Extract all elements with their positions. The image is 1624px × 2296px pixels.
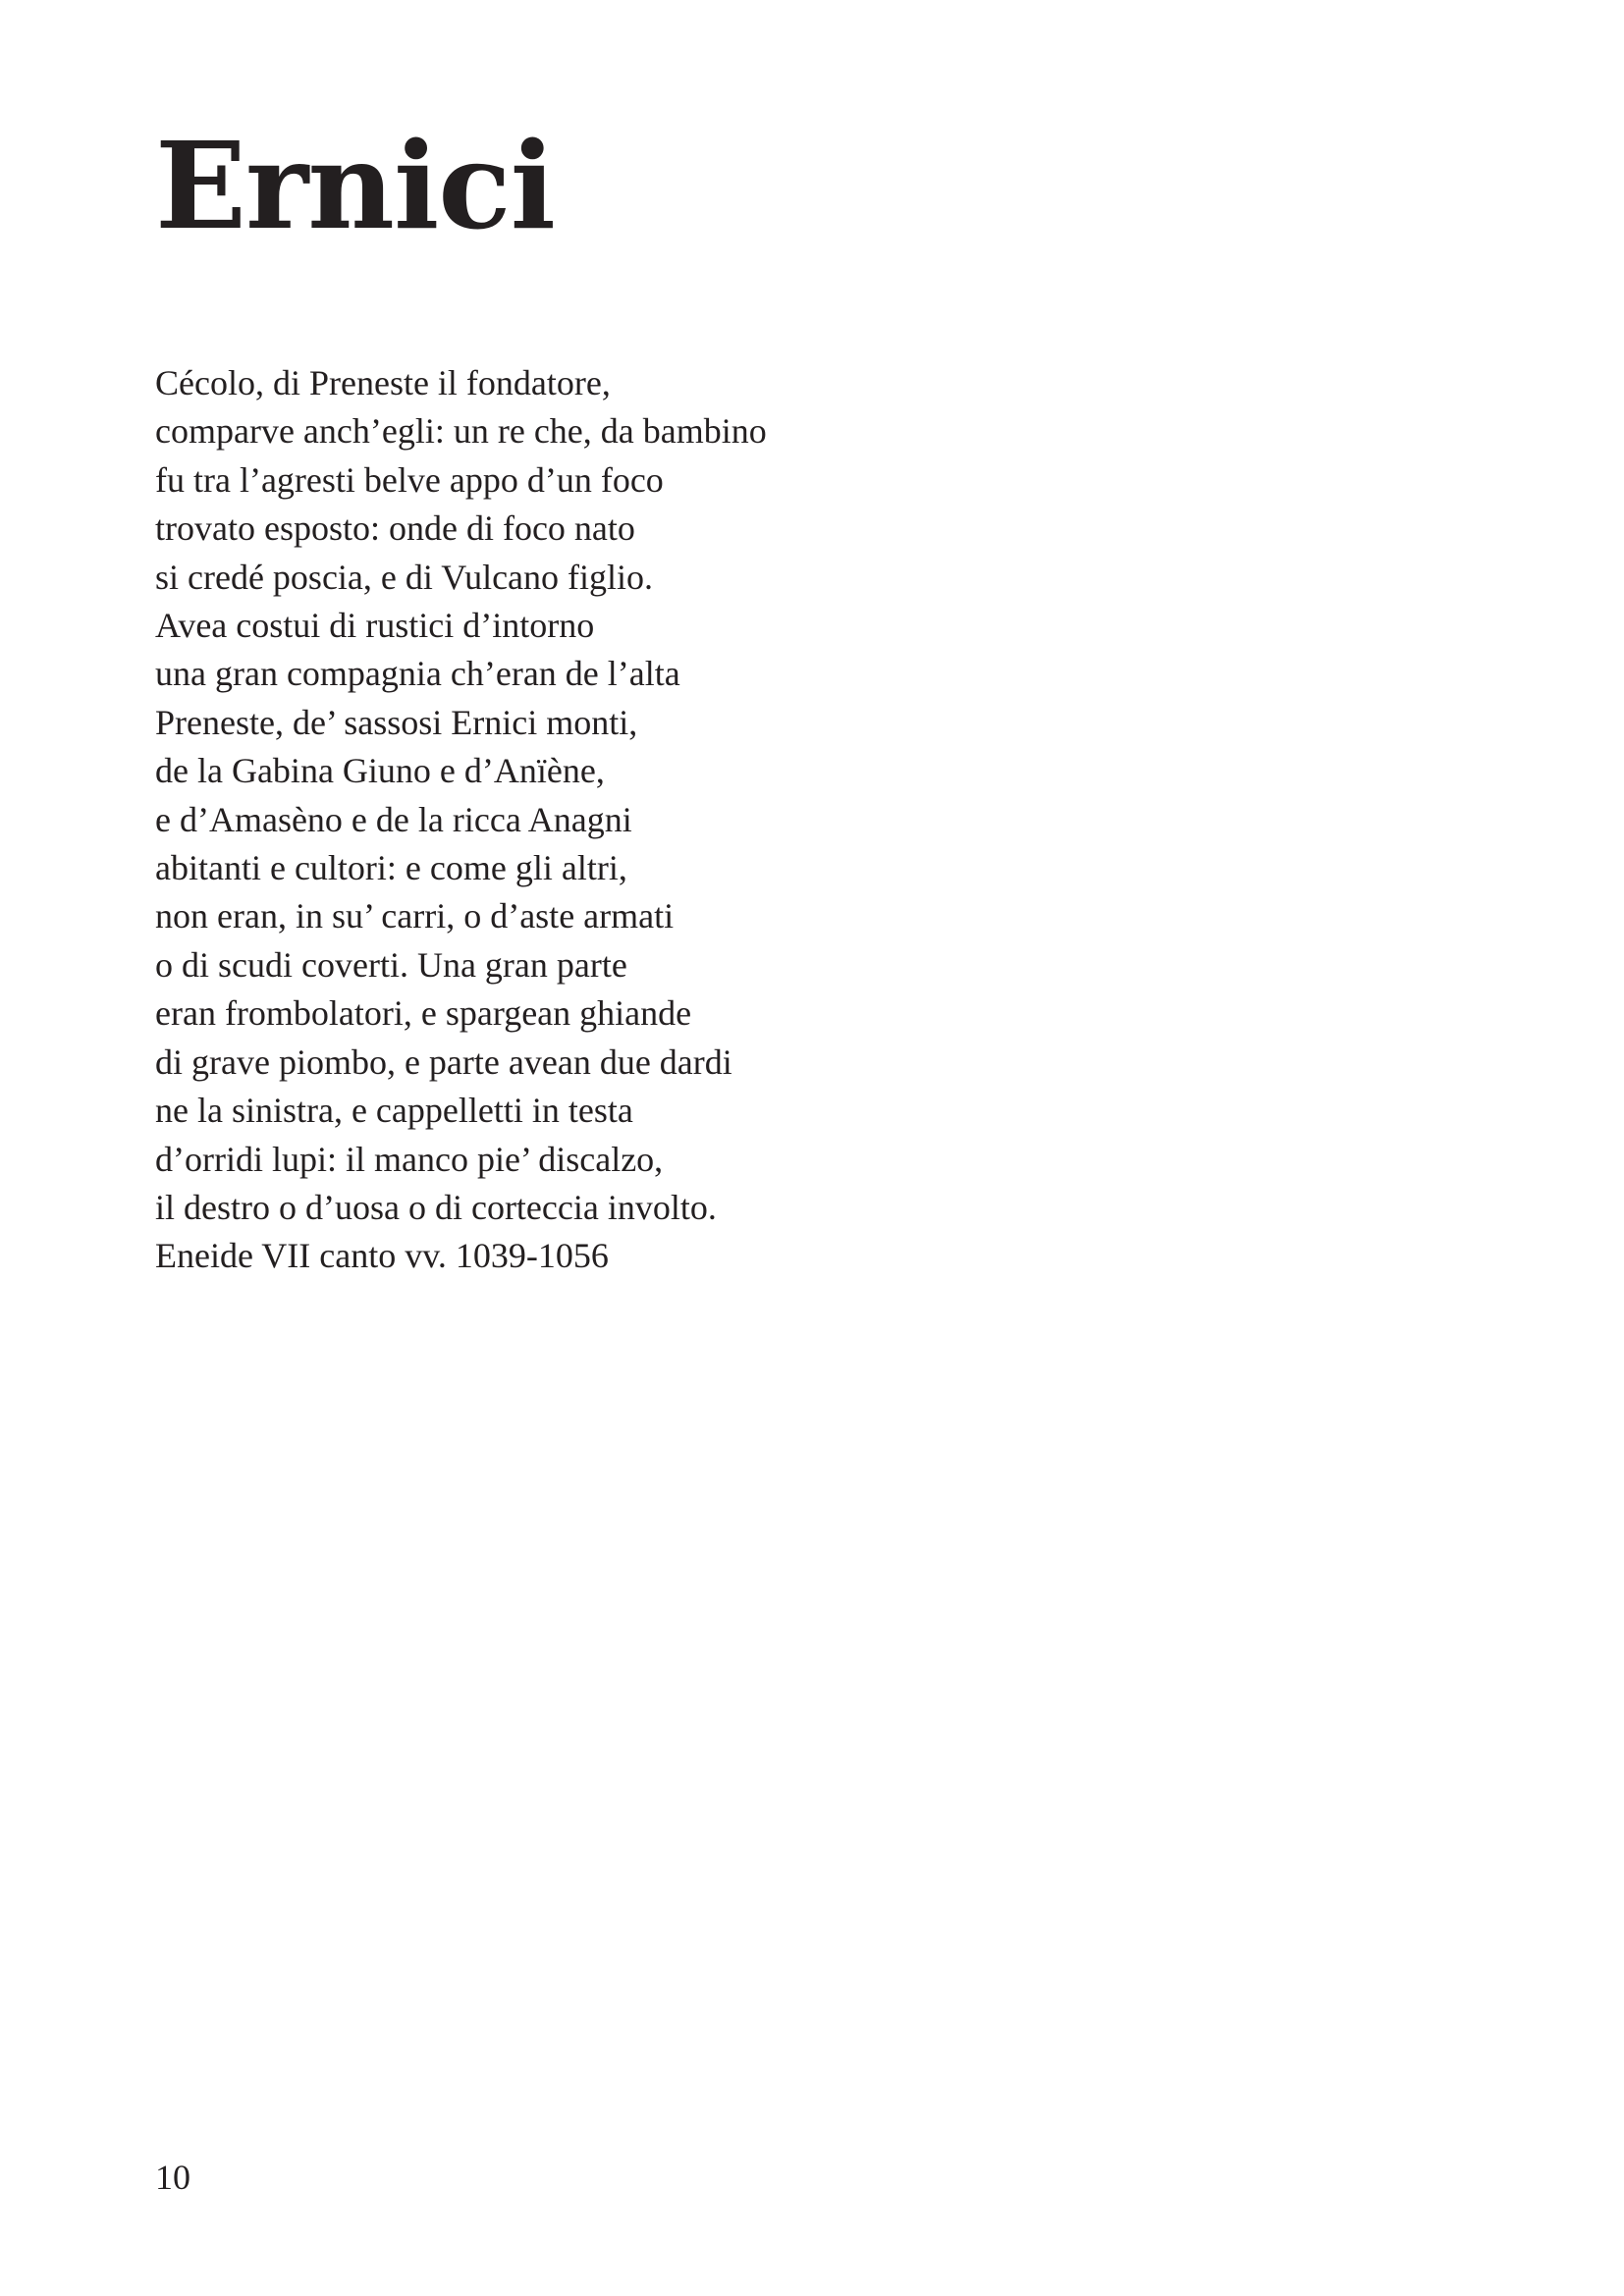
poem-line: Cécolo, di Preneste il fondatore, [155,363,611,402]
poem-line: una gran compagnia ch’eran de l’alta [155,654,680,694]
poem-line: e d’Amasèno e de la ricca Anagni [155,799,632,839]
poem-line: fu tra l’agresti belve appo d’un foco [155,459,664,500]
poem-line: comparve anch’egli: un re che, da bambino [155,411,767,452]
poem-line: d’orridi lupi: il manco pie’ discalzo, [155,1139,664,1179]
poem-line: de la Gabina Giuno e d’Anïène, [155,751,605,791]
poem-line: trovato esposto: onde di foco nato [155,508,635,549]
poem-line: di grave piombo, e parte avean due dardi [155,1041,732,1082]
poem-citation: Eneide VII canto vv. 1039-1056 [155,1236,609,1276]
poem-line: o di scudi coverti. Una gran parte [155,944,627,985]
poem-line: si credé poscia, e di Vulcano figlio. [155,557,654,597]
poem-line: ne la sinistra, e cappelletti in testa [155,1091,633,1131]
page-number: 10 [155,2158,190,2197]
poem-text [155,359,1137,1281]
poem-line: eran frombolatori, e spargean ghiande [155,993,692,1034]
poem-line: abitanti e cultori: e come gli altri, [155,848,627,888]
poem-line: il destro o d’uosa o di corteccia involto. [155,1187,717,1227]
page-title: Ernici [155,115,555,256]
poem-line: non eran, in su’ carri, o d’aste armati [155,896,675,936]
poem-line: Avea costui di rustici d’intorno [155,606,595,646]
poem-line: Preneste, de’ sassosi Ernici monti, [155,702,638,742]
